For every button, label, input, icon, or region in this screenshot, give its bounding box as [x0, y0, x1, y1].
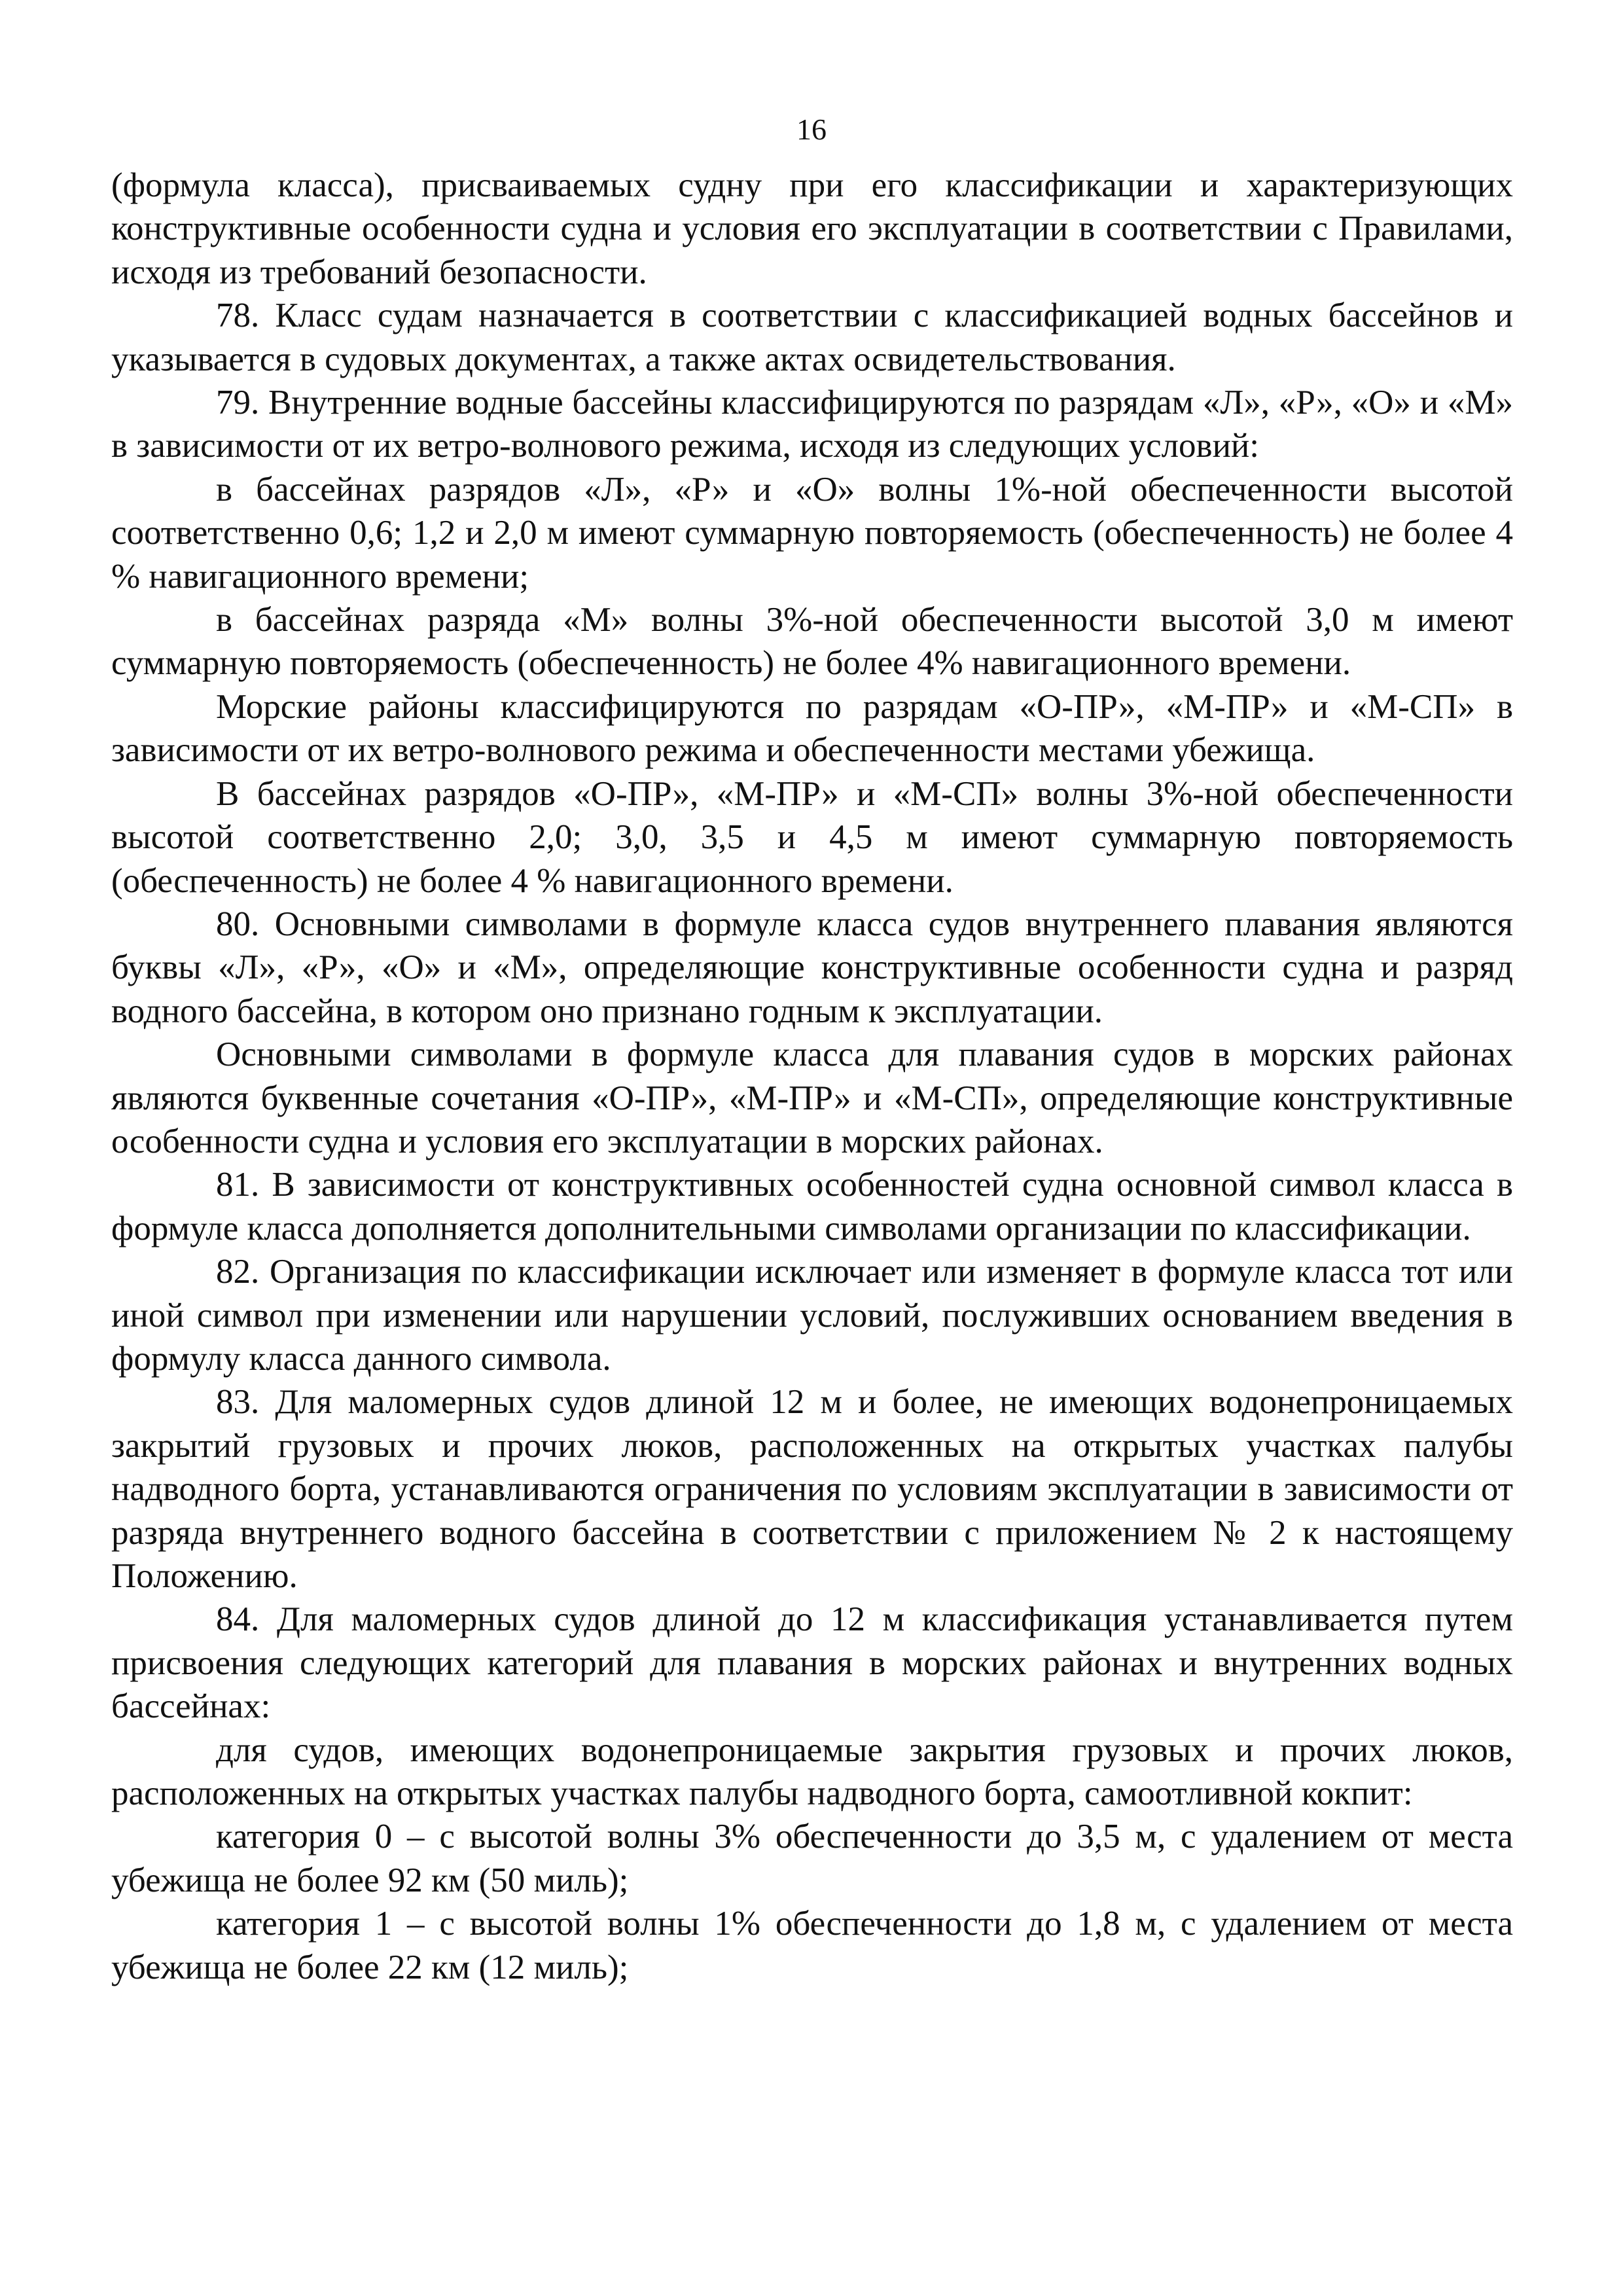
paragraph-79-basin-m: в бассейнах разряда «М» волны 3%-ной обеспеченности высотой 3,0 м имеют суммарную повторяемость (обеспеченность) не более 4% навигационного времени.: [111, 601, 1513, 683]
paragraph-79: 79. Внутренние водные бассейны классифицируются по разрядам «Л», «Р», «О» и «М» в зависимости от их ветро-волнового режима, исходя из следующих условий:: [111, 384, 1513, 465]
paragraph-78: 78. Класс судам назначается в соответствии с классификацией водных бассейнов и указывается в судовых документах, а также актах освидетельствования.: [111, 296, 1513, 378]
paragraph-79-basins-l-r-o: в бассейнах разрядов «Л», «Р» и «О» волны 1%-ной обеспеченности высотой соответственно 0,6; 1,2 и 2,0 м имеют суммарную повторяемость (обеспеченность) не более 4 % навигационного времени;: [111, 470, 1513, 596]
paragraph-intro-continuation: (формула класса), присваиваемых судну при его классификации и характеризующих конструктивные особенности судна и условия его эксплуатации в соответствии с Правилами, исходя из требований безопасности.: [111, 166, 1513, 291]
paragraph-84: 84. Для маломерных судов длиной до 12 м классификация устанавливается путем присвоения следующих категорий для плавания в морских районах и внутренних водных бассейнах:: [111, 1600, 1513, 1726]
paragraph-80-sea: Основными символами в формуле класса для плавания судов в морских районах являются буквенные сочетания «О-ПР», «М-ПР» и «М-СП», определяющие конструктивные особенности судна и условия его эксплуатации в морских районах.: [111, 1035, 1513, 1160]
paragraph-81: 81. В зависимости от конструктивных особенностей судна основной символ класса в формуле класса дополняется дополнительными символами организации по классификации.: [111, 1166, 1513, 1247]
paragraph-83: 83. Для маломерных судов длиной 12 м и более, не имеющих водонепроницаемых закрытий грузовых и прочих люков, расположенных на открытых участках палубы надводного борта, устанавливаются ограничения по условиям эксплуатации в зависимости от разряда внутреннего водного бассейна в соответствии с приложением № 2 к настоящему Положению.: [111, 1383, 1513, 1595]
page-number: 16: [796, 113, 827, 146]
paragraph-sea-areas: Морские районы классифицируются по разрядам «О-ПР», «М-ПР» и «М-СП» в зависимости от их ветро-волнового режима и обеспеченности местами убежища.: [111, 687, 1513, 770]
paragraph-category-1: категория 1 – с высотой волны 1% обеспеченности до 1,8 м, с удалением от места убежища не более 22 км (12 миль);: [111, 1905, 1513, 1986]
paragraph-82: 82. Организация по классификации исключает или изменяет в формуле класса тот или иной символ при изменении или нарушении условий, послуживших основанием введения в формулу класса данного символа.: [111, 1253, 1513, 1378]
paragraph-category-0: категория 0 – с высотой волны 3% обеспеченности до 3,5 м, с удалением от места убежища не более 92 км (50 миль);: [111, 1818, 1513, 1899]
paragraph-80: 80. Основными символами в формуле класса судов внутреннего плавания являются буквы «Л», «Р», «О» и «М», определяющие конструктивные особенности судна и разряд водного бассейна, в котором оно признано годным к эксплуатации.: [111, 905, 1513, 1030]
body-text: [111, 164, 1513, 1989]
paragraph-sea-areas-waves: В бассейнах разрядов «О-ПР», «М-ПР» и «М-СП» волны 3%-ной обеспеченности высотой соответственно 2,0; 3,0, 3,5 и 4,5 м имеют суммарную повторяемость (обеспеченность) не более 4 % навигационного времени.: [111, 774, 1513, 900]
paragraph-84-watertight: для судов, имеющих водонепроницаемые закрытия грузовых и прочих люков, расположенных на открытых участках палубы надводного борта, самоотливной кокпит:: [111, 1731, 1513, 1813]
